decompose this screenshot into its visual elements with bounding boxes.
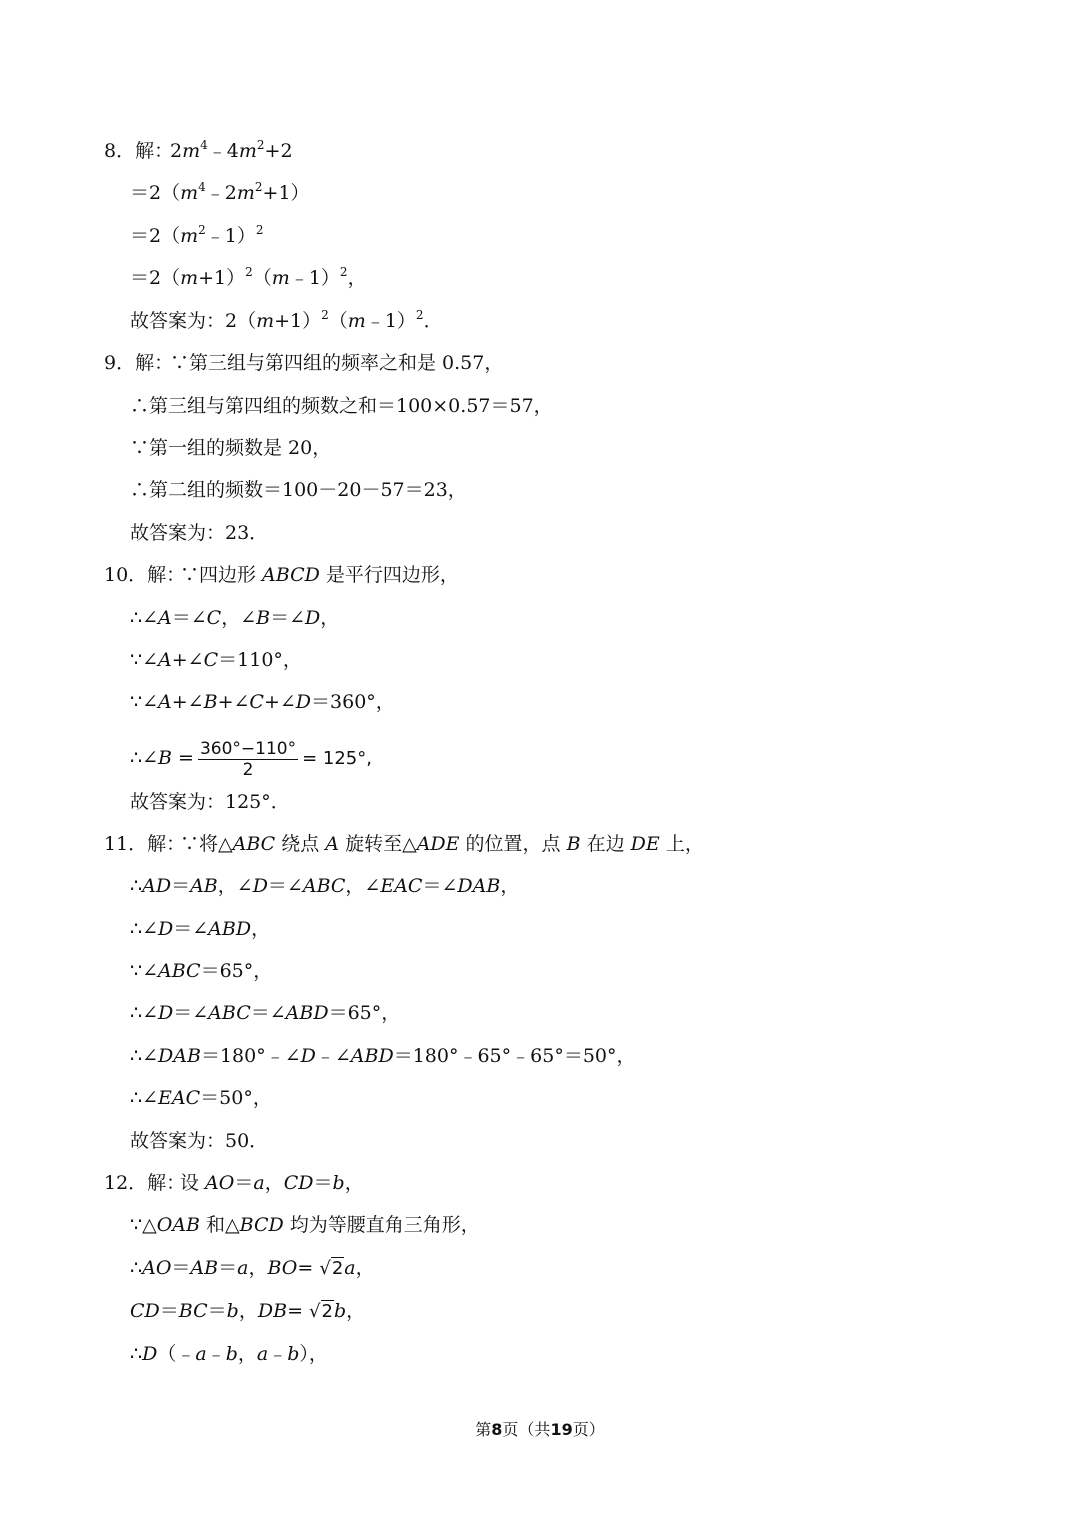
q9-text4: ∴第二组的频数＝100－20－57＝23， [130,479,467,501]
q9-ans: 故答案为：23． [130,522,269,544]
q9-text3: ∵第一组的频数是 20， [130,437,332,459]
q9-number: 9．解： [104,352,174,374]
q8-number: 8．解： [104,140,174,162]
q9-text2: ∴第三组与第四组的频数之和＝100×0.57＝57， [130,395,553,417]
q10-denominator: 2 [242,759,254,780]
q12-number: 12．解： [104,1172,186,1194]
q10-result: = 125°, [302,748,372,769]
q12-sqrt2: √2 [309,1301,333,1322]
q10-formula: ∴∠B = $\frac{360^\circ-110^\circ}{2}$ = 125°, [130,738,372,780]
q11-ans: 故答案为：50． [130,1130,269,1152]
q8-expr: $2m^4﹣4m^2+2$ [170,138,293,162]
q10-numerator: 360°−110° [199,738,297,759]
q12-sqrt1: √2 [319,1258,344,1279]
q10-number: 10．解： [104,564,186,586]
q10-text1: ∵四边形 ABCD 是平行四边形， [180,564,459,586]
page-footer: 第8页（共19页） [475,1420,605,1439]
q9-text1: ∵第三组与第四组的频率之和是 0.57， [170,352,504,374]
q10-ans: 故答案为：125°． [130,791,290,813]
page-total: 19 [550,1420,573,1439]
q10-fraction [198,739,298,780]
page-number: 8 [491,1420,503,1439]
q11-number: 11．解： [104,833,186,855]
